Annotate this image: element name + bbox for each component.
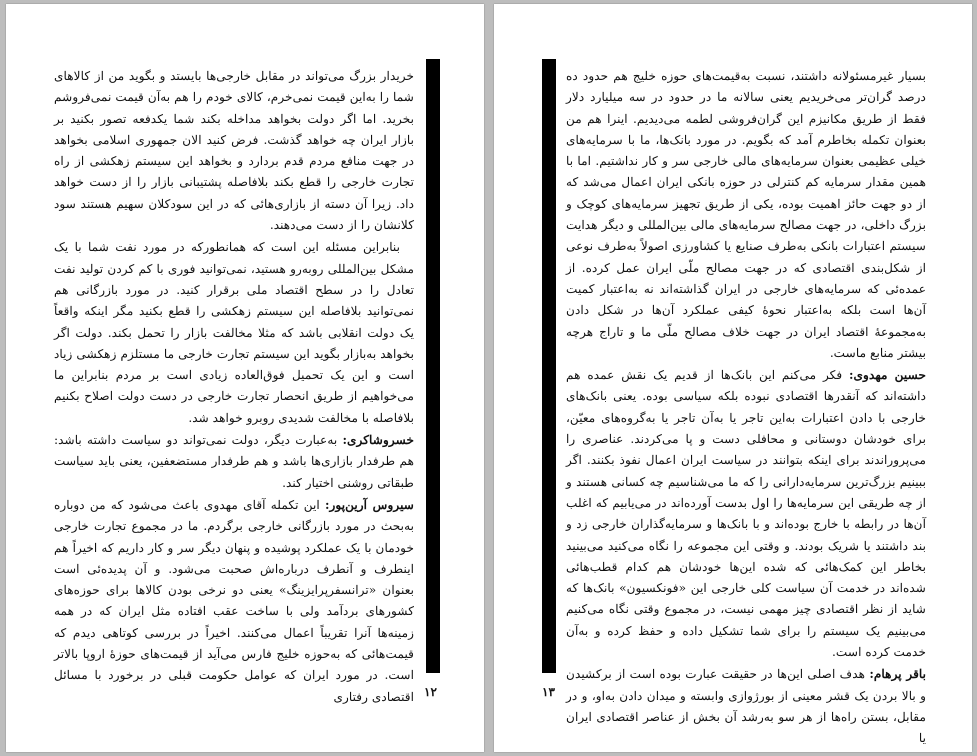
paragraph [566, 664, 926, 749]
page-number: ۱۳ [542, 685, 555, 699]
speaker-name: خسروشاکری: [342, 433, 414, 448]
paragraph [54, 430, 414, 494]
paragraph [54, 237, 414, 429]
paragraph-body: این تکمله آقای مهدوی باعث می‌شود که من دوباره به‌بحث در مورد بازرگانی خارجی برگردم. ما در مجموع تجارت خارجی خودمان با یک عملکرد پوشیده و پنهان دیگر سر و کار داریم که اخیراً هم اینطرف و آنطرف درباره‌اش صحبت می‌شود. و آن پدیده‌ئی است بعنوان «ترانسفرپرایزینگ» یعنی دو نرخی بودن کالاها برای حوزه‌های کشورهای بردآمد ولی با ساخت عقب افتاده مثل ایران که در همه زمینه‌ها آنرا تقریباً اعمال می‌کنند. اخیراً در بررسی کوتاهی دیدم که قیمت‌هائی که به‌حوزه خلیج فارس می‌آید از قیمت‌های حوزهٔ اروپا بالاتر است. در مورد ایران که عوامل حکومت قبلی در برخورد با مسائل اقتصادی رفتاری [54, 497, 414, 704]
speaker-name: سیروس آرین‌پور: [325, 497, 414, 512]
paragraph-body: هدف اصلی این‌ها در حقیقت عبارت بوده است از برکشیدن و بالا بردن یک قشر معینی از بورژوازی وابسته و میدان دادن به‌او، و در مقابل، بستن راه‌ها از هر سو به‌رشد آن بخش از عناصر اقتصادی ایران یا [566, 667, 926, 746]
left-page-text [54, 66, 414, 708]
paragraph-body: بنابراین مسئله این است که همانطورکه در مورد نفت شما با یک مشکل بین‌المللی روبه‌رو هستید، نمی‌توانید فوری با کم کردن تولید نفت تعادل را در سطح اقتصاد ملی برقرار کنید. در مورد بازرگانی هم نمی‌توانید بلافاصله این سیستم زهکشی را قطع بکنید مگر اینکه واقعاً یک دولت انقلابی باشد که مثلا مخالفت بازار را تحمل بکند. دولت اگر بخواهد به‌بازار بگوید این سیستم تجارت خارجی ما مستلزم زهکشی زیاد است و این یک تحمیل فوق‌العاده زیادی است بر مردم بنابراین ما می‌خواهیم از طریق انحصار تجارت خارجی در دست دولت اصلاح بکنیم بلافاصله با مخالفت شدیدی روبرو خواهد شد. [54, 240, 414, 425]
speaker-name: باقر پرهام: [869, 667, 926, 682]
paragraph [54, 66, 414, 236]
right-page-text [566, 66, 926, 750]
margin-bar [426, 59, 440, 673]
page-number: ۱۲ [424, 685, 437, 699]
paragraph-body: فکر می‌کنم این بانک‌ها از قدیم یک نقش عمده هم داشته‌اند که آنقدرها اقتصادی نبوده بلکه سیاسی بوده. یعنی بانک‌های خارجی با دادن اعتبارات به‌این تاجر یا به‌آن تاجر یا به‌گروه‌های معیّن، برای خودشان دوستانی و محافلی دست و پا می‌کردند. عناصری را می‌پروراندند برای اینکه بتوانند در سیاست ایران اعمال نفوذ بکنند. اگر ببینیم بزرگ‌ترین سرمایه‌دارانی را که ما می‌شناسیم چه کسانی هستند و از چه طریقی این سرمایه‌ها را اول بدست آورده‌اند در می‌یابیم که اغلب آن‌ها در رابطه با خارج بوده‌اند و با بانک‌ها و سرمایه‌گذاران خارجی زد و بند داشتند یا شریک بودند. و وقتی این مجموعه را نگاه می‌کنید می‌بینید بخاطر این کمک‌هائی که شده این‌ها خودشان هم کدام قطب‌هائی شده‌اند در خدمت آن سیاست کلی خارجی این «فونکسیون» بانک‌ها که شاید از نظر اقتصادی چیز مهمی نیست، در مجموع وقتی نگاه می‌کنیم می‌بینیم یک سیستم را برای شما تشکیل داده و حفظ کرده و به‌آن خدمت کرده است. [566, 368, 926, 660]
paragraph [566, 66, 926, 364]
paragraph [566, 365, 926, 663]
left-page [6, 4, 484, 752]
margin-bar [542, 59, 556, 673]
paragraph [54, 495, 414, 708]
paragraph-body: بسیار غیرمسئولانه داشتند، نسبت به‌قیمت‌های حوزه خلیج هم حدود ده درصد گران‌تر می‌خریدیم یعنی سالانه ما در حدود در سه میلیارد دلار فقط از طریق مکانیزم این گران‌فروشی لطمه می‌دیدیم. اینرا هم من بعنوان تکمله بخاطرم آمد که بگویم. در مورد بانک‌ها، ما با سرمایه‌های خیلی عظیمی بعنوان سرمایه‌های مالی خارجی سر و کار نداشتیم. اما با همین مقدار سرمایه کم کنترلی‌ در حوزه بانکی ایران اعمال می‌شد که از دو جهت حائز اهمیت بوده، یکی از طریق تجهیز سرمایه‌های کوچک و بزرگ داخلی، در جهت مصالح سرمایه‌های مالی بین‌المللی و دیگر هدایت سیستم اعتبارات بانکی به‌طرف صنایع یا کشاورزی ‌اصولاً به‌طرف نوعی از شکل‌بندی اقتصادی که در جهت مصالح ملّی ایران عمل کرده. از عمده‌ئی که سرمایه‌های خارجی در ایران گذاشته‌اند نه به‌اعتبار کمیت آن‌ها است بلکه به‌اعتبار نحوهٔ کیفی عملکرد آن‌ها در شکل دادن به‌مجموعهٔ اقتصاد ایران در جهت خلاف مصالح ملّی ما و تاراج هرچه بیشتر منابع ماست. [566, 69, 926, 360]
right-page [494, 4, 972, 752]
paragraph-body: به‌عبارت دیگر، دولت نمی‌تواند دو سیاست داشته باشد: هم طرفدار بازاری‌ها باشد و هم طرفدار مستضعفین، یعنی باید سیاست طبقاتی روشنی اختیار کند. [54, 433, 414, 490]
speaker-name: حسین مهدوی: [849, 368, 926, 383]
paragraph-body: خریدار بزرگ می‌تواند در مقابل خارجی‌ها بایستد و بگوید من از کالاهای شما را به‌این قیمت نمی‌خرم، کالای خودم را هم به‌آن قیمت نمی‌فروشم بخرید. اما اگر دولت بخواهد مداخله بکند شما یکدفعه تصور بکنید بر بازار ایران چه خواهد گذشت. فرض کنید الان جمهوری اسلامی بخواهد در جهت منافع مردم قدم بردارد و بخواهد این سیستم زهکشی از راه تجارت خارجی را قطع بکند بلافاصله پشتیبانی بازار را از دست خواهد داد. زیرا آن دسته از بازاری‌هائی که در این سودکلان سهیم هستند سود کلانشان را از دست می‌دهند. [54, 69, 414, 233]
